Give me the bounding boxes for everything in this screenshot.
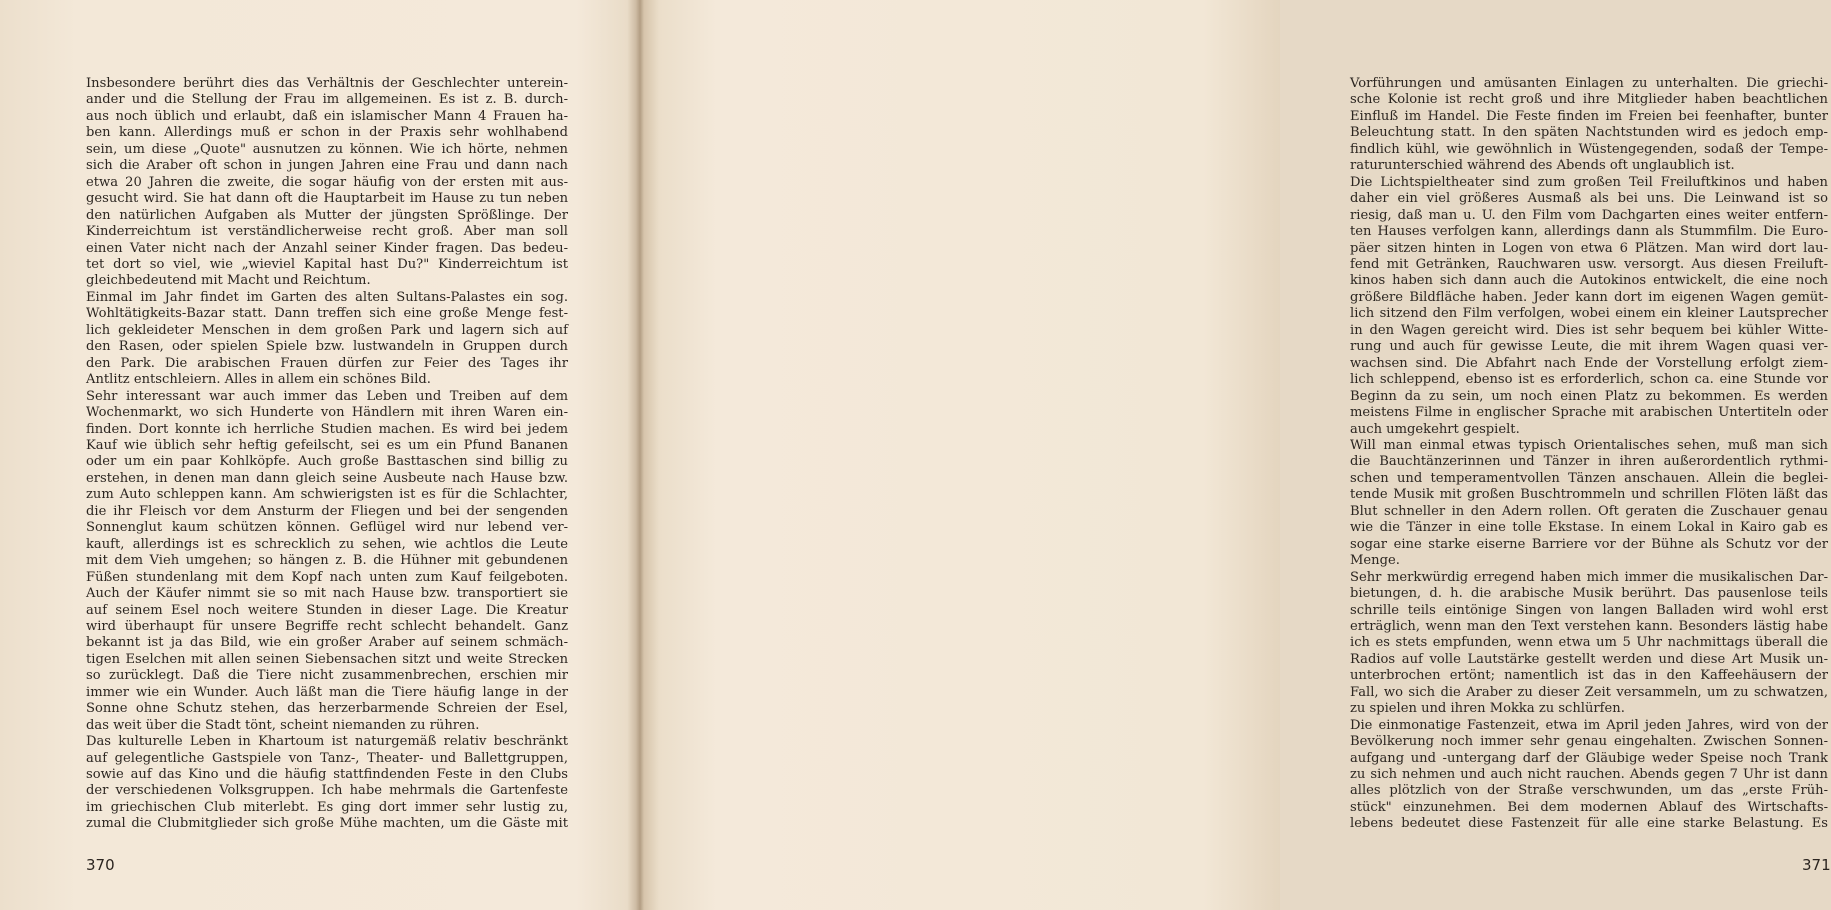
text-line: die Bauchtänzerinnen und Tänzer in ihren außerordentlich rythmi-: [1350, 454, 1828, 470]
text-line: päer sitzen hinten in Logen von etwa 6 Plätzen. Man wird dort lau-: [1350, 240, 1828, 256]
text-line: so zurücklegt. Daß die Tiere nicht zusammenbrechen, erschien mir: [86, 668, 568, 684]
text-line: Wohltätigkeits-Bazar statt. Dann treffen sich eine große Menge fest-: [86, 306, 568, 322]
text-line: finden. Dort konnte ich herrliche Studien machen. Es wird bei jedem: [86, 421, 568, 437]
text-line: ich es stets empfunden, wenn etwa um 5 Uhr nachmittags überall die: [1350, 635, 1828, 651]
text-line: oder um ein paar Kohlköpfe. Auch große Basttaschen sind billig zu: [86, 454, 568, 470]
text-line: Blut schneller in den Adern rollen. Oft geraten die Zuschauer genau: [1350, 503, 1828, 519]
text-line: Füßen stundenlang mit dem Kopf nach unten zum Kauf feilgeboten.: [86, 569, 568, 585]
text-line: meistens Filme in englischer Sprache mit arabischen Untertiteln oder: [1350, 405, 1828, 421]
text-line: gleichbedeutend mit Macht und Reichtum.: [86, 273, 371, 289]
text-line: alles plötzlich von der Straße verschwunden, um das „erste Früh-: [1350, 783, 1828, 799]
text-line: auch umgekehrt gespielt.: [1350, 421, 1520, 437]
text-line: daher ein viel größeres Ausmaß als bei uns. Die Leinwand ist so: [1350, 191, 1828, 207]
text-line: wird überhaupt für unsere Begriffe recht schlecht behandelt. Ganz: [86, 618, 568, 634]
text-line: zum Auto schleppen kann. Am schwierigsten ist es für die Schlachter,: [86, 487, 568, 503]
text-line: im griechischen Club miterlebt. Es ging dort immer sehr lustig zu,: [86, 799, 568, 815]
text-line: den Park. Die arabischen Frauen dürfen zur Feier des Tages ihr: [86, 355, 568, 371]
text-line: Die Lichtspieltheater sind zum großen Teil Freiluftkinos und haben: [1350, 174, 1828, 190]
text-line: tende Musik mit großen Buschtrommeln und schrillen Flöten läßt das: [1350, 487, 1828, 503]
left-page-number: 370: [86, 856, 115, 874]
text-line: wachsen sind. Die Abfahrt nach Ende der Vorstellung erfolgt ziem-: [1350, 355, 1828, 371]
text-line: lebens bedeutet diese Fastenzeit für alle eine starke Belastung. Es: [1350, 816, 1828, 832]
text-line: Einfluß im Handel. Die Feste finden im Freien bei feenhafter, bunter: [1350, 108, 1828, 124]
right-page-number: 371: [1802, 856, 1831, 874]
text-line: Bevölkerung noch immer sehr genau eingehalten. Zwischen Sonnen-: [1350, 734, 1828, 750]
text-line: kauft, allerdings ist es schrecklich zu sehen, wie achtlos die Leute: [86, 536, 568, 552]
text-line: Das kulturelle Leben in Khartoum ist naturgemäß relativ beschränkt: [86, 734, 568, 750]
text-line: lich schleppend, ebenso ist es erforderlich, schon ca. eine Stunde vor: [1350, 372, 1828, 388]
text-line: ten Hauses verfolgen kann, allerdings dann als Stummfilm. Die Euro-: [1350, 224, 1828, 240]
text-line: Die einmonatige Fastenzeit, etwa im April jeden Jahres, wird von der: [1350, 717, 1828, 733]
text-line: aufgang und -untergang darf der Gläubige weder Speise noch Trank: [1350, 750, 1828, 766]
text-line: fend mit Getränken, Rauchwaren usw. versorgt. Aus diesen Freiluft-: [1350, 256, 1828, 272]
text-line: Kauf wie üblich sehr heftig gefeilscht, sei es um ein Pfund Bananen: [86, 437, 568, 453]
text-line: Beleuchtung statt. In den späten Nachtstunden wird es jedoch emp-: [1350, 125, 1828, 141]
text-line: sein, um diese „Quote" ausnutzen zu können. Wie ich hörte, nehmen: [86, 141, 568, 157]
text-line: Will man einmal etwas typisch Orientalisches sehen, muß man sich: [1350, 437, 1828, 453]
text-line: zumal die Clubmitglieder sich große Mühe machten, um die Gäste mit: [86, 816, 568, 832]
text-line: lich sitzend den Film verfolgen, wobei einem ein kleiner Lautsprecher: [1350, 306, 1828, 322]
text-line: schrille teils eintönige Singen von langen Balladen wird wohl erst: [1350, 602, 1828, 618]
text-line: größere Bildfläche haben. Jeder kann dort im eigenen Wagen gemüt-: [1350, 289, 1828, 305]
text-line: raturunterschied während des Abends oft unglaublich ist.: [1350, 158, 1735, 174]
text-line: Sonnenglut kaum schützen können. Geflügel wird nur lebend ver-: [86, 520, 568, 536]
text-line: Insbesondere berührt dies das Verhältnis der Geschlechter unterein-: [86, 76, 568, 91]
text-line: Sehr interessant war auch immer das Leben und Treiben auf dem: [86, 388, 568, 404]
text-line: wie die Tänzer in eine tolle Ekstase. In einem Lokal in Kairo gab es: [1350, 520, 1828, 536]
text-line: ben kann. Allerdings muß er schon in der Praxis sehr wohlhabend: [86, 125, 568, 141]
text-line: zu spielen und ihren Mokka zu schlürfen.: [1350, 701, 1625, 717]
text-line: einen Vater nicht nach der Anzahl seiner Kinder fragen. Das bedeu-: [86, 240, 568, 256]
text-line: auf seinem Esel noch weitere Stunden in dieser Lage. Die Kreatur: [86, 602, 568, 618]
text-line: Antlitz entschleiern. Alles in allem ein schönes Bild.: [86, 372, 431, 388]
text-line: Kinderreichtum ist verständlicherweise recht groß. Aber man soll: [86, 224, 568, 240]
text-line: sogar eine starke eiserne Barriere vor der Bühne als Schutz vor der: [1350, 536, 1828, 552]
text-line: den Rasen, oder spielen Spiele bzw. lustwandeln in Gruppen durch: [86, 339, 568, 355]
text-line: bekannt ist ja das Bild, wie ein großer Araber auf seinem schmäch-: [86, 635, 568, 651]
text-line: stück" einzunehmen. Bei dem modernen Ablauf des Wirtschafts-: [1350, 799, 1828, 815]
text-line: sich die Araber oft schon in jungen Jahren eine Frau und dann nach: [86, 158, 568, 174]
text-line: schen und temperamentvollen Tänzen anschauen. Allein die beglei-: [1350, 470, 1828, 486]
text-line: kinos haben sich dann auch die Autokinos entwickelt, die eine noch: [1350, 273, 1828, 289]
text-line: erträglich, wenn man den Text verstehen kann. Besonders lästig habe: [1350, 618, 1828, 634]
left-page: [0, 0, 640, 910]
text-line: Menge.: [1350, 553, 1400, 569]
text-line: Vorführungen und amüsanten Einlagen zu unterhalten. Die griechi-: [1350, 76, 1828, 91]
text-line: unterbrochen ertönt; namentlich ist das in den Kaffeehäusern der: [1350, 668, 1828, 684]
text-line: Wochenmarkt, wo sich Hunderte von Händlern mit ihren Waren ein-: [86, 405, 568, 421]
right-page-text: [1350, 76, 1828, 833]
text-line: findlich kühl, wie gewöhnlich in Wüstengegenden, sodaß der Tempe-: [1350, 141, 1828, 157]
text-line: aus noch üblich und erlaubt, daß ein islamischer Mann 4 Frauen ha-: [86, 108, 568, 124]
text-line: zu sich nehmen und auch nicht rauchen. Abends gegen 7 Uhr ist dann: [1350, 767, 1828, 783]
text-line: der verschiedenen Volksgruppen. Ich habe mehrmals die Gartenfeste: [86, 783, 568, 799]
text-line: bietungen, d. h. die arabische Musik berührt. Das pausenlose teils: [1350, 586, 1828, 602]
text-line: in den Wagen gereicht wird. Dies ist sehr bequem bei kühler Witte-: [1350, 322, 1828, 338]
text-line: das weit über die Stadt tönt, scheint niemanden zu rühren.: [86, 717, 480, 733]
text-line: den natürlichen Aufgaben als Mutter der jüngsten Sprößlinge. Der: [86, 207, 568, 223]
text-line: ander und die Stellung der Frau im allgemeinen. Es ist z. B. durch-: [86, 92, 568, 108]
text-line: Sonne ohne Schutz stehen, das herzerbarmende Schreien der Esel,: [86, 701, 568, 717]
text-line: sche Kolonie ist recht groß und ihre Mitglieder haben beachtlichen: [1350, 92, 1828, 108]
text-line: riesig, daß man u. U. den Film vom Dachgarten eines weiter entfern-: [1350, 207, 1828, 223]
left-page-text: [86, 76, 568, 833]
text-line: Einmal im Jahr findet im Garten des alten Sultans-Palastes ein sog.: [86, 289, 568, 305]
text-line: Sehr merkwürdig erregend haben mich immer die musikalischen Dar-: [1350, 569, 1828, 585]
text-line: erstehen, in denen man dann gleich seine Ausbeute nach Hause bzw.: [86, 470, 568, 486]
text-line: sowie auf das Kino und die häufig stattfindenden Feste in den Clubs: [86, 767, 568, 783]
text-line: Auch der Käufer nimmt sie so mit nach Hause bzw. transportiert sie: [86, 586, 568, 602]
text-line: tigen Eselchen mit allen seinen Siebensachen sitzt und weite Strecken: [86, 651, 568, 667]
right-page: [640, 0, 1831, 910]
text-line: lich gekleideter Menschen in dem großen Park und lagern sich auf: [86, 322, 568, 338]
text-line: rung und auch für gewisse Leute, die mit ihrem Wagen quasi ver-: [1350, 339, 1828, 355]
text-line: Radios auf volle Lautstärke gestellt werden und diese Art Musik un-: [1350, 651, 1828, 667]
text-line: immer wie ein Wunder. Auch läßt man die Tiere häufig lange in der: [86, 684, 568, 700]
text-line: etwa 20 Jahren die zweite, die sogar häufig von der ersten mit aus-: [86, 174, 568, 190]
text-line: die ihr Fleisch vor dem Ansturm der Fliegen und bei der sengenden: [86, 503, 568, 519]
text-line: auf gelegentliche Gastspiele von Tanz-, Theater- und Ballettgruppen,: [86, 750, 568, 766]
text-line: mit dem Vieh umgehen; so hängen z. B. die Hühner mit gebundenen: [86, 553, 568, 569]
text-line: gesucht wird. Sie hat dann oft die Hauptarbeit im Hause zu tun neben: [86, 191, 568, 207]
text-line: Fall, wo sich die Araber zu dieser Zeit versammeln, um zu schwatzen,: [1350, 684, 1828, 700]
text-line: Beginn da zu sein, um noch einen Platz zu bekommen. Es werden: [1350, 388, 1828, 404]
text-line: tet dort so viel, wie „wieviel Kapital hast Du?" Kinderreichtum ist: [86, 256, 568, 272]
